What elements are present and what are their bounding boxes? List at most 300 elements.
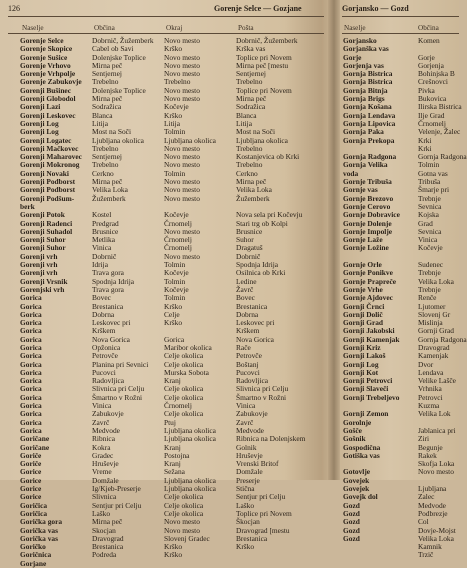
- column-header-obcina: Občina: [418, 24, 439, 32]
- entry-cell: Gornja Radgona: [418, 334, 467, 344]
- entry-cell: Gorenji Mačkovec: [20, 143, 79, 153]
- entry-cell: Novo mesto: [164, 36, 200, 45]
- entry-cell: Ljutomer: [418, 301, 446, 311]
- entry-cell: Dovje-Mojst: [418, 525, 456, 535]
- entry-cell: Gorica: [20, 409, 42, 419]
- entry-cell: Cerkno: [236, 168, 258, 178]
- entry-cell: Gornja Velika: [343, 160, 388, 170]
- entry-cell: Krško: [164, 110, 183, 120]
- entry-cell: Gornje Vrhe: [343, 284, 383, 294]
- entry-cell: Vrhnika: [418, 384, 442, 394]
- entry-cell: Gornji Log: [343, 359, 379, 369]
- entry-cell: Novo mesto: [164, 94, 200, 104]
- entry-cell: Sodražica: [92, 102, 122, 112]
- entry-cell: Pucovci: [236, 367, 260, 377]
- entry-cell: Brusnice: [92, 226, 119, 236]
- entry-cell: Mirna peč: [92, 60, 123, 70]
- entry-cell: Dobrna: [92, 309, 115, 319]
- entry-cell: Bovec: [92, 293, 111, 303]
- entry-cell: Gorica: [20, 425, 42, 435]
- entry-cell: Gornje Impolje: [343, 226, 393, 236]
- entry-cell: [236, 551, 305, 559]
- entry-cell: Sentjernej: [92, 152, 122, 162]
- entry-cell: Gorenji Potok: [20, 210, 65, 220]
- entry-cell: Jablanica pri: [418, 425, 456, 435]
- entry-cell: Dravograd: [92, 533, 124, 543]
- entry-cell: Gorenji Podšum-: [20, 193, 75, 203]
- entry-cell: Medvode: [236, 425, 264, 435]
- entry-cell: Gorenji Suhadol: [20, 226, 73, 236]
- entry-cell: Gorenji vrh: [20, 251, 58, 261]
- entry-cell: Gorenje Skopice: [20, 44, 73, 54]
- entry-cell: Maribor okolica: [164, 342, 212, 352]
- entry-cell: Goričica: [20, 500, 48, 510]
- entry-cell: Gorenji Lazi: [20, 102, 61, 112]
- entry-cell: Gorenji vrh: [20, 260, 58, 270]
- entry-cell: Gornja Prekopa: [343, 135, 395, 145]
- entry-cell: Nova sela pri Kočevju: [236, 210, 303, 220]
- entry-cell: Dobrnič, Žužemberk: [236, 36, 298, 45]
- entry-cell: Gorenji Novaki: [20, 168, 69, 178]
- entry-cell: Ljubljana okolica: [236, 135, 288, 145]
- entry-cell: Vreme: [92, 467, 112, 477]
- entry-cell: Slivnica pri Celju: [92, 384, 145, 394]
- entry-cell: Golnik: [236, 442, 257, 452]
- entry-cell: Ljubljana okolica: [164, 484, 216, 494]
- entry-cell: Kočevje: [164, 268, 189, 278]
- entry-cell: Krki: [418, 135, 432, 145]
- entry-cell: Novo mesto: [164, 52, 200, 62]
- entry-cell: Zalec: [418, 492, 435, 502]
- entry-cell: Domžale: [92, 475, 119, 485]
- entry-cell: Trebelno: [164, 77, 191, 87]
- entry-cell: Gradec: [92, 450, 114, 460]
- entry-cell: Gornje Brezovo: [343, 193, 394, 203]
- entry-cell: Gorica: [20, 384, 42, 394]
- entry-cell: Gornji Trebeljevo: [343, 392, 400, 402]
- entry-cell: Bohinjska B: [418, 69, 455, 79]
- entry-cell: Mirna peč: [236, 177, 267, 187]
- entry-cell: Kočevje: [164, 210, 189, 220]
- entry-cell: Nova Gorica: [236, 334, 274, 344]
- entry-cell: Gornja Radgona: [343, 152, 397, 162]
- entry-cell: Novo mesto: [164, 251, 200, 261]
- entry-cell: Gornje Prapreče: [343, 276, 397, 286]
- entry-cell: Bukovica: [418, 94, 447, 104]
- okraj-column: [164, 37, 216, 568]
- entry-cell: Žužemberk: [236, 193, 270, 203]
- entry-cell: Zabukovje: [236, 409, 268, 419]
- entry-cell: Boštanj: [236, 359, 259, 369]
- entry-cell: Leskovec pri: [236, 318, 275, 328]
- entry-cell: Novo mesto: [164, 152, 200, 162]
- entry-cell: Mirna peč: [92, 177, 123, 187]
- entry-cell: Cerkno: [92, 168, 114, 178]
- entry-cell: Govejek: [343, 484, 370, 494]
- entry-cell: Gorenji Suhor: [20, 243, 66, 253]
- entry-cell: Predgrad: [92, 218, 119, 228]
- entry-cell: Črnomelj: [418, 118, 446, 128]
- entry-cell: Gorenji Vrsnik: [20, 276, 68, 286]
- entry-cell: Osilnica ob Krki: [236, 268, 286, 278]
- entry-cell: Gozd: [343, 500, 360, 510]
- entry-cell: Kočevje: [418, 243, 443, 253]
- column-header-okraj: Okraj: [166, 24, 183, 32]
- entry-cell: Col: [418, 517, 429, 527]
- entry-cell: Velika Loka: [418, 533, 454, 543]
- entry-cell: Brestanica: [92, 301, 124, 311]
- entry-cell: Gornje Tribuša: [343, 177, 392, 187]
- entry-cell: Slivnica pri Celju: [236, 384, 289, 394]
- obcina-column: [92, 37, 154, 560]
- entry-cell: Most na Soči: [236, 127, 276, 137]
- entry-cell: Gorica: [20, 326, 42, 336]
- entry-cell: Ptuj: [164, 417, 176, 427]
- entry-cell: Blanca: [236, 110, 257, 120]
- entry-cell: Gorica: [20, 367, 42, 377]
- entry-cell: Suhor: [236, 235, 254, 245]
- entry-cell: Idrija: [92, 260, 109, 270]
- entry-cell: Gorica: [20, 342, 42, 352]
- column-header-naselje: Naselje: [22, 24, 44, 32]
- entry-cell: Krško: [164, 542, 183, 552]
- entry-cell: Kamenjak: [418, 351, 449, 361]
- entry-cell: Gornji Dolič: [343, 309, 383, 319]
- entry-cell: Gornja Bitnja: [343, 85, 388, 95]
- entry-cell: Dobrnič, Žužemberk: [92, 36, 154, 45]
- entry-cell: Gornji Črnci: [343, 301, 385, 311]
- entry-cell: Novo mesto: [164, 185, 200, 195]
- entry-cell: Kuzma: [418, 401, 440, 411]
- entry-cell: Gorica: [20, 376, 42, 386]
- entry-cell: Kranj: [164, 376, 181, 386]
- entry-cell: Gorenji Log: [20, 118, 59, 128]
- entry-cell: Dobrnič: [92, 251, 117, 261]
- entry-cell: Ziri: [418, 434, 430, 444]
- entry-cell: Kranj: [164, 442, 181, 452]
- entry-cell: Trebelno: [236, 160, 263, 170]
- entry-cell: Sentjernej: [236, 69, 266, 79]
- entry-cell: Lendava: [418, 367, 444, 377]
- entry-cell: Velike Lašče: [418, 376, 456, 386]
- entry-cell: Gorjenja: [418, 60, 444, 70]
- entry-cell: Šmarje pri: [418, 185, 449, 195]
- entry-cell: Dravograd [mestu: [236, 525, 290, 535]
- entry-cell: Celje okolica: [164, 359, 204, 369]
- entry-cell: Ribnica na Dolenjskem: [236, 434, 306, 444]
- entry-cell: Tolmin: [164, 260, 186, 270]
- entry-cell: Gorolnje: [343, 417, 372, 427]
- entry-cell: Goriče: [20, 450, 42, 460]
- entry-cell: Goričnica: [20, 550, 52, 560]
- entry-cell: Vinica: [92, 401, 112, 411]
- entry-cell: Slovenj Gr: [418, 309, 451, 319]
- entry-cell: Gorica: [20, 301, 42, 311]
- entry-cell: Krško: [236, 542, 255, 552]
- entry-cell: Črnomelj: [164, 218, 192, 228]
- entry-cell: Most na Soči: [92, 127, 132, 137]
- entry-cell: Begunje: [418, 442, 443, 452]
- entry-cell: Trebelno: [236, 143, 263, 153]
- entry-cell: Celje okolica: [164, 492, 204, 502]
- entry-cell: Krško: [164, 301, 183, 311]
- entry-cell: Gorenje Sušice: [20, 52, 68, 62]
- entry-cell: Tolmin: [164, 168, 186, 178]
- entry-cell: Toplice pri Novem: [236, 85, 292, 95]
- entry-cell: Dragatuš: [236, 243, 263, 253]
- entry-cell: Gornje Ložine: [343, 243, 389, 253]
- entry-cell: Sentjur pri Celju: [92, 500, 142, 510]
- entry-cell: Gorenji Logatec: [20, 135, 72, 145]
- entry-cell: Gornja Brigs: [343, 94, 385, 104]
- entry-cell: Gorenjski vrh: [20, 284, 65, 294]
- entry-cell: Novo mesto: [164, 69, 200, 79]
- entry-cell: Krško: [164, 318, 183, 328]
- entry-cell: Govejek: [343, 475, 370, 485]
- running-head: Gorenje Selce — Gozjane: [214, 4, 302, 13]
- page-number: 126: [8, 4, 20, 13]
- entry-cell: Ljubljana okolica: [164, 425, 216, 435]
- entry-cell: Laško: [92, 508, 111, 518]
- entry-cell: Tolmin: [418, 160, 440, 170]
- entry-cell: Velika Lok: [418, 409, 451, 419]
- entry-cell: Gozd: [343, 525, 360, 535]
- entry-cell: Gornja Radgona: [418, 152, 467, 162]
- entry-cell: Sentjur pri Celju: [236, 492, 286, 502]
- entry-cell: Medvode: [92, 425, 120, 435]
- entry-cell: Ilje Grad: [418, 110, 445, 120]
- entry-cell: Gornji Kot: [343, 367, 379, 377]
- entry-cell: Opžonica: [92, 342, 121, 352]
- entry-cell: Radovljica: [236, 376, 269, 386]
- entry-cell: Gorenje Vrhovo: [20, 60, 71, 70]
- entry-cell: Gornji Kriz: [343, 342, 381, 352]
- entry-cell: Celje okolica: [164, 409, 204, 419]
- entry-cell: Gornje Cerovo: [343, 201, 391, 211]
- entry-cell: Ig/Kjeb-Preserje: [92, 484, 141, 494]
- entry-cell: Trebnje: [418, 193, 441, 203]
- entry-cell: Velika Loka: [418, 276, 454, 286]
- entry-cell: Gorenji Radenci: [20, 218, 73, 228]
- entry-cell: Rakek: [418, 450, 437, 460]
- entry-cell: Novo mesto: [164, 177, 200, 187]
- entry-cell: Sodražica: [236, 102, 266, 112]
- entry-cell: Sevnica: [418, 226, 442, 236]
- entry-cell: Sevnica: [418, 201, 442, 211]
- entry-cell: Gorica: [20, 392, 42, 402]
- entry-cell: Gornje Ajdovec: [343, 293, 393, 303]
- entry-cell: Trebnje: [418, 284, 441, 294]
- entry-cell: Toplice pri Novem: [236, 52, 292, 62]
- entry-cell: Gornji Lakoš: [343, 351, 386, 361]
- entry-cell: Gorenji Podborst: [20, 177, 76, 187]
- entry-cell: Gorenji Leskovec: [20, 110, 76, 120]
- entry-cell: voda: [343, 168, 359, 178]
- entry-cell: Podbrezje: [418, 508, 448, 518]
- entry-cell: Novo mesto: [164, 160, 200, 170]
- entry-cell: Hruševje: [236, 450, 263, 460]
- entry-cell: Metlika: [92, 235, 115, 245]
- entry-cell: Gornji Kamenjak: [343, 334, 400, 344]
- entry-cell: Postojna: [164, 450, 190, 460]
- entry-cell: Šmartno v Rožni: [236, 392, 287, 402]
- entry-cell: Medvode: [418, 500, 446, 510]
- entry-cell: Renče: [418, 293, 437, 303]
- entry-cell: Gorjenja vas: [343, 60, 384, 70]
- entry-cell: Gornja Bistrica: [343, 77, 393, 87]
- entry-cell: Kostel: [92, 210, 112, 220]
- entry-cell: Celje okolica: [164, 392, 204, 402]
- entry-cell: Kokra: [92, 442, 111, 452]
- entry-cell: Nova Gorica: [92, 334, 130, 344]
- entry-cell: Litija: [92, 118, 109, 128]
- entry-cell: Gorička gora: [20, 517, 63, 527]
- entry-cell: Grad: [418, 218, 433, 228]
- entry-cell: Novo mesto: [164, 193, 200, 203]
- entry-cell: Goričane: [20, 434, 50, 444]
- entry-cell: Velika Loka: [92, 185, 128, 195]
- entry-cell: Domžale: [236, 467, 263, 477]
- entry-cell: Pucovci: [92, 367, 116, 377]
- entry-cell: Gorenji Maharovec: [20, 152, 82, 162]
- entry-cell: Žužemberk: [92, 193, 126, 203]
- entry-cell: Gošče: [343, 425, 362, 435]
- entry-cell: Rače: [236, 342, 251, 352]
- entry-cell: Radovljica: [92, 376, 125, 386]
- naselje-column: [20, 37, 82, 568]
- entry-cell: Vinica: [236, 401, 256, 411]
- top-rule: [8, 16, 324, 17]
- entry-cell: Petrovče: [236, 351, 262, 361]
- column-header-obcina: Občina: [94, 24, 115, 32]
- entry-cell: Murska Sobota: [164, 367, 209, 377]
- entry-cell: Gornja Lipovica: [343, 118, 396, 128]
- entry-cell: Goričane: [20, 442, 50, 452]
- entry-cell: Gospodična: [343, 442, 381, 452]
- entry-cell: Kranj: [164, 459, 181, 469]
- entry-cell: Gorje: [418, 52, 435, 62]
- entry-cell: Krki: [418, 143, 432, 153]
- entry-cell: Žavrč: [236, 284, 254, 294]
- entry-cell: Gotiška vas: [343, 450, 380, 460]
- entry-cell: Gorica: [20, 318, 42, 328]
- entry-cell: Stari trg ob Kolpi: [236, 218, 288, 228]
- entry-cell: Celje: [164, 309, 180, 319]
- entry-cell: Gorice: [20, 492, 42, 502]
- entry-cell: Novo mesto: [418, 467, 454, 477]
- entry-cell: Sentjernej: [92, 69, 122, 79]
- column-header-naselje: Naselje: [344, 24, 366, 32]
- entry-cell: Mirna peč [mestu: [236, 60, 289, 70]
- entry-cell: Gošnik: [343, 434, 366, 444]
- entry-cell: Trebelno: [92, 160, 119, 170]
- entry-cell: Novo mesto: [164, 60, 200, 70]
- entry-cell: Gornji Petrovci: [343, 376, 393, 386]
- entry-cell: Brusnice: [236, 226, 263, 236]
- entry-cell: Gorenje Vrhpolje: [20, 69, 76, 79]
- entry-cell: Gornja Lendava: [343, 110, 396, 120]
- entry-cell: Skocjan: [92, 525, 116, 535]
- entry-cell: Goričica: [20, 508, 48, 518]
- header-rule: [8, 33, 324, 34]
- entry-cell: Ledine: [236, 276, 257, 286]
- naselje-column: [343, 37, 400, 543]
- entry-cell: Gorenji Bušinec: [20, 85, 71, 95]
- entry-cell: Gorica: [20, 401, 42, 411]
- entry-cell: Gornje vas: [343, 185, 378, 195]
- entry-cell: Blanca: [92, 110, 113, 120]
- entry-cell: Gorenje Selce: [20, 36, 64, 45]
- entry-cell: Mirna peč: [236, 94, 267, 104]
- entry-cell: Dolenjske Toplice: [92, 85, 146, 95]
- entry-cell: Gorička vas: [20, 525, 58, 535]
- entry-cell: Gorica: [20, 293, 42, 303]
- entry-cell: Kočevje: [164, 284, 189, 294]
- entry-cell: Gornji Grad: [418, 326, 454, 336]
- entry-cell: Trebelno: [92, 77, 119, 87]
- entry-cell: Krška vas: [236, 44, 266, 54]
- entry-cell: Slovenj Gradec: [164, 533, 210, 543]
- entry-cell: Komen: [418, 36, 440, 45]
- entry-cell: Krško: [164, 550, 183, 560]
- entry-cell: Gorenji Suhor: [20, 235, 66, 245]
- entry-cell: Pivka: [418, 85, 435, 95]
- entry-cell: Velika Loka: [236, 185, 272, 195]
- entry-cell: Črnomelj: [164, 401, 192, 411]
- entry-cell: Tribuša: [418, 177, 441, 187]
- entry-cell: Toplice pri Novem: [236, 508, 292, 518]
- entry-cell: Gorenji Log: [20, 127, 59, 137]
- entry-cell: Tolmin: [164, 127, 186, 137]
- entry-cell: Novo mesto: [164, 143, 200, 153]
- entry-cell: Laško: [236, 500, 255, 510]
- entry-cell: [164, 560, 216, 568]
- entry-cell: Podreda: [92, 550, 117, 560]
- entry-cell: Gorenji vrh: [20, 268, 58, 278]
- entry-cell: Petrovče: [92, 351, 118, 361]
- entry-cell: Škocjan: [236, 517, 260, 527]
- entry-cell: Gornje Orle: [343, 260, 382, 270]
- entry-cell: Trava gora: [92, 284, 124, 294]
- entry-cell: Gornje Laže: [343, 235, 383, 245]
- entry-cell: Dvor: [418, 359, 434, 369]
- entry-cell: Gorica: [20, 351, 42, 361]
- entry-cell: Gotovlje: [343, 467, 371, 477]
- entry-cell: Sudenec: [418, 260, 444, 270]
- entry-cell: Ribnica: [92, 434, 115, 444]
- entry-cell: Vrenski Britof: [236, 459, 279, 469]
- entry-cell: Gornji Zemon: [343, 409, 389, 419]
- entry-cell: Vinica: [92, 243, 112, 253]
- entry-cell: Gornje Dolenje: [343, 218, 392, 228]
- entry-cell: Gorje: [343, 52, 362, 62]
- entry-cell: Hruševje: [92, 459, 119, 469]
- entry-cell: Celje okolica: [164, 351, 204, 361]
- entry-cell: Brestanica: [236, 301, 268, 311]
- entry-cell: Gorička vas: [20, 533, 58, 543]
- entry-cell: Trebnje: [418, 268, 441, 278]
- entry-cell: Spodnja Idrija: [92, 276, 135, 286]
- entry-cell: Gorenji Mokronog: [20, 160, 80, 170]
- entry-cell: Spodnja Idrija: [236, 260, 279, 270]
- entry-cell: Goriče: [20, 459, 42, 469]
- entry-cell: Gorica: [20, 334, 42, 344]
- entry-cell: Ljubljana okolica: [164, 434, 216, 444]
- entry-cell: Petrovci: [418, 392, 443, 402]
- entry-cell: Vinica: [418, 235, 438, 245]
- entry-cell: Celje okolica: [164, 508, 204, 518]
- entry-cell: Gornji Grad: [343, 318, 384, 328]
